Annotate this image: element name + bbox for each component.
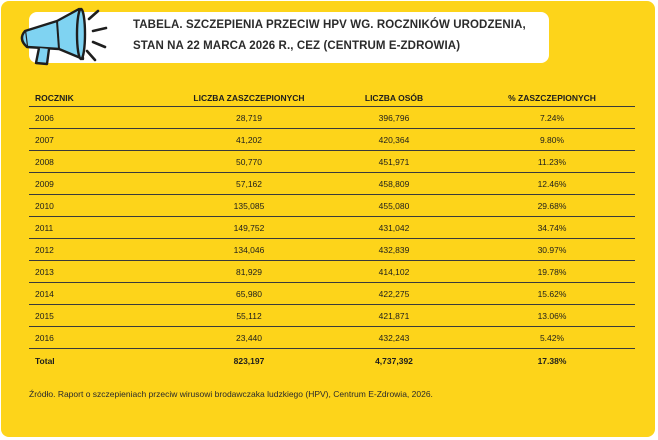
table-header-row [29, 90, 635, 107]
cell-percent: 29.68% [469, 195, 635, 217]
cell-year: 2007 [29, 129, 179, 151]
table-row [29, 305, 635, 327]
cell-population: 431,042 [319, 217, 469, 239]
cell-vaccinated: 23,440 [179, 327, 319, 349]
header-procent-zaszczepionych: % ZASZCZEPIONYCH [469, 90, 635, 107]
cell-vaccinated: 28,719 [179, 107, 319, 129]
cell-percent: 30.97% [469, 239, 635, 261]
cell-vaccinated: 50,770 [179, 151, 319, 173]
cell-total-vaccinated: 823,197 [233, 355, 265, 366]
cell-vaccinated: 55,112 [179, 305, 319, 327]
cell-year: 2014 [29, 283, 179, 305]
cell-population: 451,971 [319, 151, 469, 173]
header-rocznik: ROCZNIK [29, 90, 179, 107]
table-row [29, 217, 635, 239]
infographic-card [1, 1, 655, 437]
cell-year: 2010 [29, 195, 179, 217]
cell-population: 432,243 [319, 327, 469, 349]
cell-percent: 13.06% [469, 305, 635, 327]
cell-year: 2011 [29, 217, 179, 239]
cell-vaccinated: 134,046 [179, 239, 319, 261]
table-row [29, 107, 635, 129]
cell-population: 396,796 [319, 107, 469, 129]
cell-percent: 5.42% [469, 327, 635, 349]
cell-year: 2006 [29, 107, 179, 129]
cell-population: 421,871 [319, 305, 469, 327]
cell-vaccinated: 135,085 [179, 195, 319, 217]
cell-year: 2015 [29, 305, 179, 327]
cell-percent: 34.74% [469, 217, 635, 239]
title-line-1: TABELA. SZCZEPIENIA PRZECIW HPV WG. ROCZNIKÓW URODZENIA, [133, 19, 526, 31]
cell-percent: 9.80% [469, 129, 635, 151]
table-row [29, 261, 635, 283]
header-liczba-zaszczepionych: LICZBA ZASZCZEPIONYCH [179, 90, 319, 107]
cell-population: 458,809 [319, 173, 469, 195]
table-row [29, 239, 635, 261]
cell-population: 432,839 [319, 239, 469, 261]
cell-vaccinated: 149,752 [179, 217, 319, 239]
cell-vaccinated: 41,202 [179, 129, 319, 151]
table-row [29, 195, 635, 217]
title-line-2: STAN NA 22 MARCA 2026 R., CEZ (CENTRUM E-ZDROWIA) [133, 40, 461, 52]
cell-year: 2009 [29, 173, 179, 195]
table-row [29, 283, 635, 305]
cell-population: 455,080 [319, 195, 469, 217]
page-title [133, 15, 533, 57]
source-note: Źródło. Raport o szczepieniach przeciw wirusowi brodawczaka ludzkiego (HPV), Centrum E-Zdrowia, 2026. [29, 389, 433, 399]
cell-percent: 7.24% [469, 107, 635, 129]
cell-vaccinated: 65,980 [179, 283, 319, 305]
vaccination-table [29, 90, 635, 372]
cell-year: 2008 [29, 151, 179, 173]
cell-total-population: 4,737,392 [375, 355, 413, 366]
cell-percent: 11.23% [469, 151, 635, 173]
table-row [29, 151, 635, 173]
header-liczba-osob: LICZBA OSÓB [319, 90, 469, 107]
cell-vaccinated: 81,929 [179, 261, 319, 283]
cell-total-label: Total [35, 355, 55, 366]
table-row [29, 173, 635, 195]
cell-population: 420,364 [319, 129, 469, 151]
cell-percent: 12.46% [469, 173, 635, 195]
cell-percent: 19.78% [469, 261, 635, 283]
cell-total-percent: 17.38% [537, 355, 567, 366]
table-row [29, 129, 635, 151]
megaphone-icon [9, 5, 117, 71]
cell-percent: 15.62% [469, 283, 635, 305]
table-total-row [29, 349, 635, 373]
cell-vaccinated: 57,162 [179, 173, 319, 195]
cell-population: 414,102 [319, 261, 469, 283]
cell-year: 2013 [29, 261, 179, 283]
table-row [29, 327, 635, 349]
cell-year: 2012 [29, 239, 179, 261]
cell-year: 2016 [29, 327, 179, 349]
cell-population: 422,275 [319, 283, 469, 305]
